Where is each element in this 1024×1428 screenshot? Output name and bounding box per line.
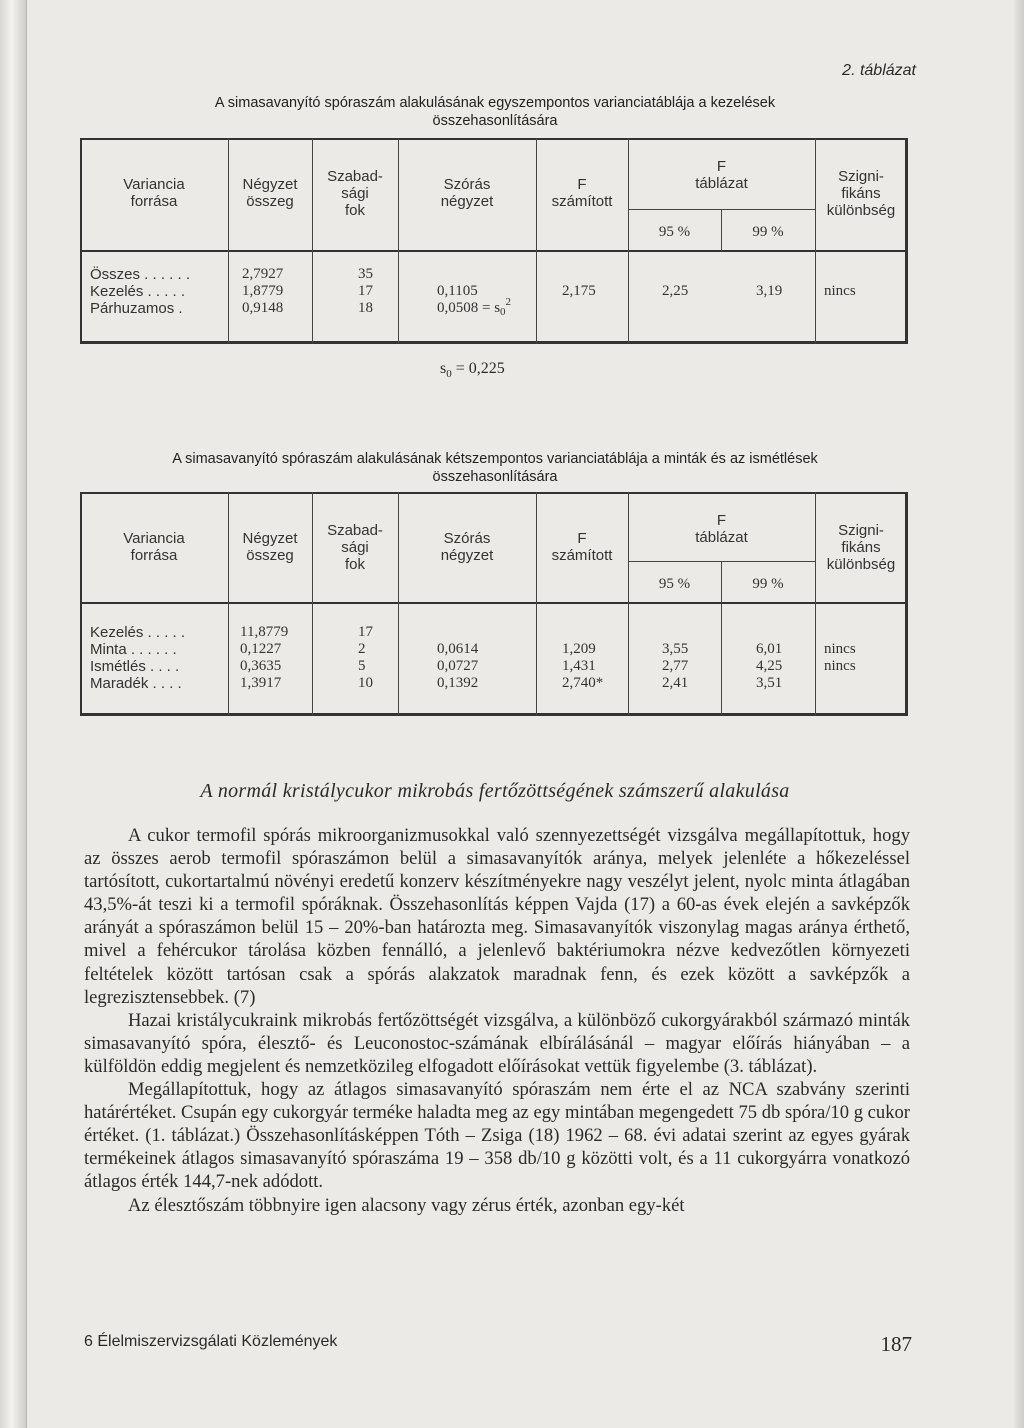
header-f-tablazat: F táblázat xyxy=(695,158,748,192)
table2-col-ms: 0,0614 0,0727 0,1392 xyxy=(437,641,479,691)
header-szabadsagi: Szabad- sági fok xyxy=(327,522,383,573)
table2-col-df: 17 2 5 10 xyxy=(358,624,373,691)
paragraph: Az élesztőszám többnyire igen alacsony vagy zérus érték, azonban egy-két xyxy=(128,1194,685,1216)
header-variancia: Variancia forrása xyxy=(123,176,185,210)
header-szignifikans: Szigni- fikáns különbség xyxy=(826,168,896,219)
header-variancia: Variancia forrása xyxy=(123,530,185,564)
table-row: Párhuzamos . xyxy=(90,300,183,317)
s0-value: $s_0 = 0,225$ xyxy=(440,360,505,380)
table2-col-f: 1,209 1,431 2,740* xyxy=(562,641,604,691)
table1 xyxy=(80,138,908,344)
book-binding xyxy=(0,0,27,1428)
table1-col-source xyxy=(90,266,228,317)
paragraph: Hazai kristálycukraink mikrobás fertőzöttségét vizsgálva, a különböző cukorgyárakból származó minták simasavanyító spóra, élesztő- és Leuconostoc-számának elbírálásánál – magyar előírás hiányában – a külföldön eddig megjelent és nemzetközileg elfogadott előírásokat vettük figyelembe (3. táblázat). xyxy=(84,1009,910,1077)
paragraph: Megállapítottuk, hogy az átlagos simasavanyító spóraszám nem érte el az NCA szabvány szerinti határértéket. Csupán egy cukorgyár terméke haladta meg az egy mintában megengedett 75 db spóra/10 g cukor értéket. (1. táblázat.) Összehasonlításképpen Tóth – Zsiga (18) 1962 – 68. évi adatai szerint az egyes gyárak termékeinek átlagos simasavanyító spóraszáma 19 – 358 db/10 g közötti volt, és a 11 cukorgyárra vonatkozó átlagos érték 144,7-nek adódott. xyxy=(84,1079,910,1193)
table1-f-calc: 2,175 xyxy=(562,283,596,299)
page-number: 187 xyxy=(880,1332,912,1356)
header-f-szamitott: F számított xyxy=(551,176,613,210)
header-f-tablazat: F táblázat xyxy=(695,512,748,546)
header-99: 99 % xyxy=(752,576,784,592)
table-row: Kezelés . . . . . xyxy=(90,283,186,300)
table1-col-ms: 0,1105 $0,0508 = s_0^2$ xyxy=(437,283,512,318)
header-negyzet: Négyzet összeg xyxy=(242,176,298,210)
header-f-szamitott: F számított xyxy=(551,530,613,564)
table1-caption: A simasavanyító spóraszám alakulásának egyszempontos varianciatáblája a kezelések összehasonlítására xyxy=(214,95,776,129)
header-99: 99 % xyxy=(752,224,784,240)
table1-f95: 2,25 xyxy=(662,283,689,299)
paragraph: A cukor termofil spórás mikroorganizmusokkal való szennyezettségét vizsgálva megállapítottuk, hogy az összes aerob termofil spóraszámon belül a simasavanyítók aránya, melyek jelenléte a hőkezeléssel tartósított, cukortartalmú növényi eredetű konzerv készítményekre nagy veszélyt jelent, nyolc minta átlagában 43,5%-át teszi ki a termofil spóráknak. Összehasonlítás képpen Vajda (17) a 60-as évek elején a savképzők arányát a spóraszámon belül 15 – 20%-ban határozta meg. Simasavanyítók viszonylag magas aránya érthető, mivel a fehércukor tárolása közben fennálló, a jelenlevő baktériumokra nézve kedvezőtlen környezeti feltételek között tartósan csak a spórás alakzatok maradnak fenn, és ezek között a savképzők a legrezisztensebbek. (7) xyxy=(84,825,910,1008)
table2-col-f95: 3,55 2,77 2,41 xyxy=(662,641,689,691)
page-edge xyxy=(1014,0,1024,1428)
table-row: Maradék . . . . xyxy=(90,675,182,692)
table2-col-ss: 11,8779 0,1227 0,3635 1,3917 xyxy=(240,624,289,691)
table-row: Minta . . . . . . xyxy=(90,641,177,658)
table-number-label: 2. táblázat xyxy=(842,62,916,79)
section-heading: A normál kristálycukor mikrobás fertőzöttségének számszerű alakulása xyxy=(200,780,790,802)
table-row: Kezelés . . . . . xyxy=(90,624,186,641)
header-szignifikans: Szigni- fikáns különbség xyxy=(826,522,896,573)
journal-footer: 6 Élelmiszervizsgálati Közlemények xyxy=(84,1333,338,1350)
table2-caption: A simasavanyító spóraszám alakulásának kétszempontos varianciatáblája a minták és az ismétlések összehasonlítására xyxy=(172,451,818,485)
header-szoras: Szórás négyzet xyxy=(440,530,494,564)
header-negyzet: Négyzet összeg xyxy=(242,530,298,564)
table2 xyxy=(80,492,908,716)
header-szoras: Szórás négyzet xyxy=(440,176,494,210)
table1-col-ss: 2,7927 1,8779 0,9148 xyxy=(242,266,284,316)
table1-f99: 3,19 xyxy=(756,283,783,299)
header-95: 95 % xyxy=(658,224,691,240)
table1-col-df: 35 17 18 xyxy=(358,266,373,316)
body-text xyxy=(84,824,910,1217)
table2-col-f99: 6,01 4,25 3,51 xyxy=(756,641,783,691)
header-95: 95 % xyxy=(658,576,691,592)
table-row: Ismétlés . . . . xyxy=(90,658,180,675)
header-szabadsagi: Szabad- sági fok xyxy=(327,168,383,219)
table1-sig: nincs xyxy=(824,283,856,299)
table2-col-sig: nincs nincs xyxy=(824,641,856,674)
table2-col-source xyxy=(90,624,185,692)
table-row: Összes . . . . . . xyxy=(90,266,191,283)
